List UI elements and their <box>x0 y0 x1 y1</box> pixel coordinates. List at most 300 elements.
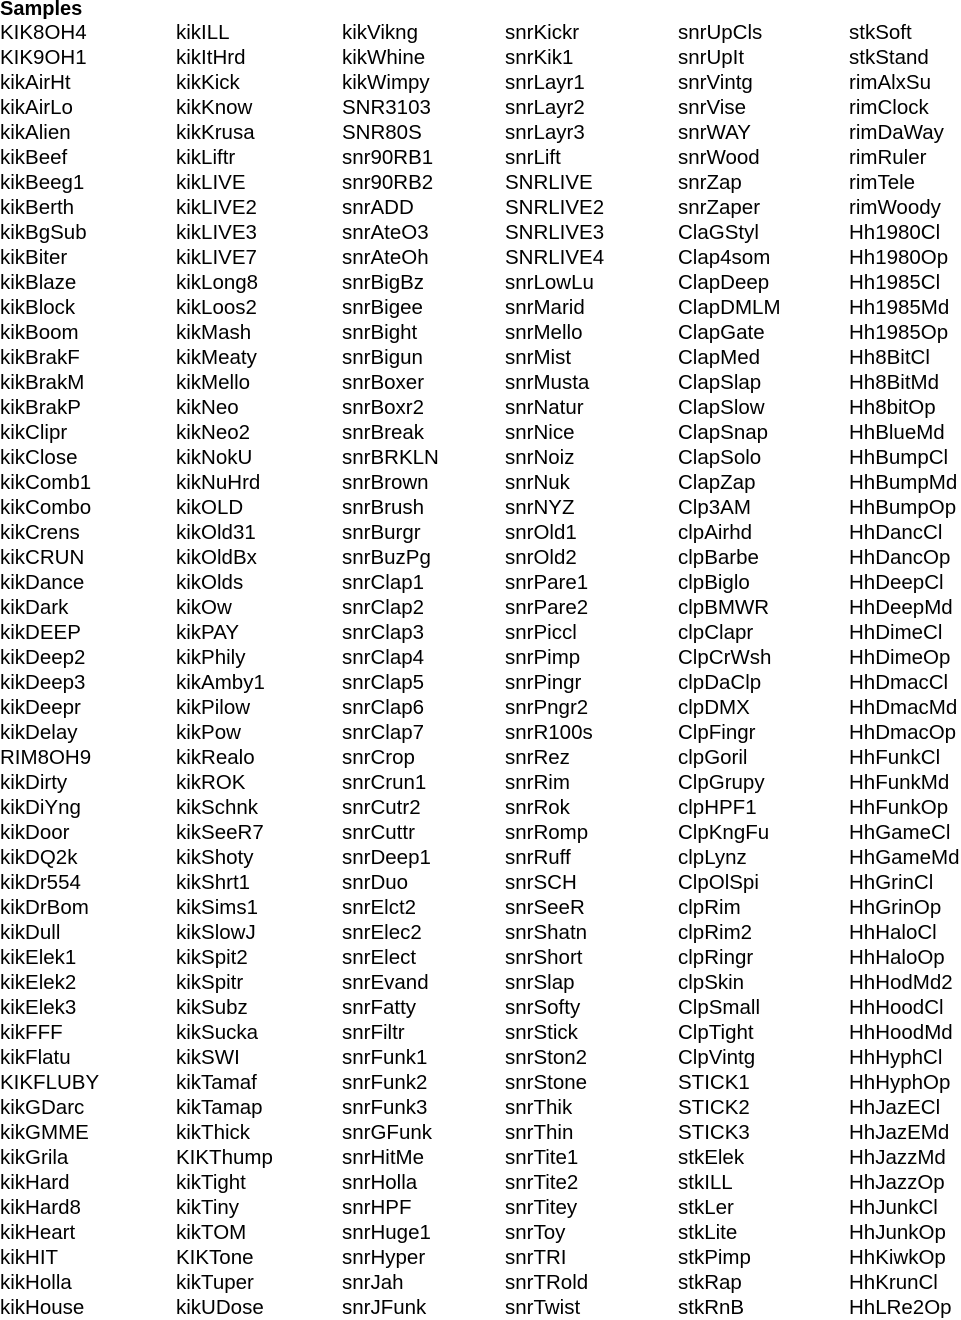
sample-item: HhFunkOp <box>849 796 949 819</box>
sample-column-5 <box>678 20 781 1320</box>
sample-item: snrTRI <box>505 1246 567 1269</box>
sample-item: snrClap4 <box>342 646 425 669</box>
sample-item: kikGMME <box>0 1121 89 1144</box>
sample-item: HhKiwkOp <box>849 1246 946 1269</box>
sample-item: HhJunkCl <box>849 1196 938 1219</box>
sample-item: ClaGStyl <box>678 221 759 244</box>
sample-item: kikDEEP <box>0 621 81 644</box>
sample-item: snrKickr <box>505 21 580 44</box>
sample-item: snrR100s <box>505 721 593 744</box>
sample-item: stkPimp <box>678 1246 751 1269</box>
sample-item: ClpCrWsh <box>678 646 772 669</box>
sample-item: kikFFF <box>0 1021 63 1044</box>
sample-item: snrBuzPg <box>342 546 431 569</box>
sample-item: kikOLD <box>176 496 244 519</box>
sample-item: snrHyper <box>342 1246 426 1269</box>
sample-item: kikBerth <box>0 196 75 219</box>
sample-item: snrRok <box>505 796 570 819</box>
sample-item: snrOld2 <box>505 546 577 569</box>
sample-item: Hh8BitMd <box>849 371 940 394</box>
sample-item: snrNice <box>505 421 575 444</box>
sample-item: kikDance <box>0 571 85 594</box>
sample-item: snrPngr2 <box>505 696 589 719</box>
sample-item: kikSims1 <box>176 896 259 919</box>
sample-item: snrSofty <box>505 996 581 1019</box>
sample-item: kikShoty <box>176 846 254 869</box>
sample-item: clpRingr <box>678 946 754 969</box>
sample-item: clpRim <box>678 896 741 919</box>
sample-item: STICK2 <box>678 1096 750 1119</box>
sample-item: snrHPF <box>342 1196 412 1219</box>
sample-item: kikDelay <box>0 721 78 744</box>
sample-item: kikLIVE <box>176 171 246 194</box>
sample-item: snrShatn <box>505 921 588 944</box>
sample-item: RIM8OH9 <box>0 746 92 769</box>
sample-item: kikNeo2 <box>176 421 251 444</box>
sample-item: Clp3AM <box>678 496 751 519</box>
sample-item: snr90RB2 <box>342 171 434 194</box>
sample-item: snrWAY <box>678 121 751 144</box>
sample-item: rimClock <box>849 96 929 119</box>
sample-item: snrWood <box>678 146 760 169</box>
sample-column-3 <box>342 20 439 1320</box>
sample-item: kikRealo <box>176 746 255 769</box>
sample-item: snrTitey <box>505 1196 578 1219</box>
sample-item: KIKTone <box>176 1246 254 1269</box>
sample-item: ClapMed <box>678 346 761 369</box>
sample-item: kikFlatu <box>0 1046 71 1069</box>
sample-item: kikTight <box>176 1171 246 1194</box>
sample-item: kikHouse <box>0 1296 85 1319</box>
sample-item: clpClapr <box>678 621 754 644</box>
sample-item: kikCombo <box>0 496 92 519</box>
sample-item: clpGoril <box>678 746 748 769</box>
sample-item: clpBarbe <box>678 546 759 569</box>
sample-item: clpDMX <box>678 696 750 719</box>
sample-item: HhLRe2Op <box>849 1296 952 1319</box>
sample-item: snrGFunk <box>342 1121 432 1144</box>
sample-item: ClapSlow <box>678 396 765 419</box>
sample-item: snrBrown <box>342 471 429 494</box>
sample-item: rimRuler <box>849 146 927 169</box>
sample-item: ClpOlSpi <box>678 871 759 894</box>
sample-item: snrFunk2 <box>342 1071 428 1094</box>
sample-item: kikKrusa <box>176 121 255 144</box>
sample-item: HhGameCl <box>849 821 951 844</box>
sample-item: kikKick <box>176 71 240 94</box>
sample-item: kikLIVE3 <box>176 221 257 244</box>
sample-item: HhHoodMd <box>849 1021 953 1044</box>
sample-item: kikNokU <box>176 446 253 469</box>
sample-item: kikSpit2 <box>176 946 248 969</box>
sample-item: snrUpIt <box>678 46 745 69</box>
sample-item: HhJazECl <box>849 1096 941 1119</box>
sample-item: stkRnB <box>678 1296 745 1319</box>
sample-item: snrNoiz <box>505 446 575 469</box>
sample-item: snrNYZ <box>505 496 575 519</box>
sample-item: stkSoft <box>849 21 912 44</box>
sample-item: Hh8BitCl <box>849 346 930 369</box>
sample-item: ClpTight <box>678 1021 754 1044</box>
sample-item: kikOldBx <box>176 546 257 569</box>
sample-item: kikElek3 <box>0 996 77 1019</box>
sample-item: clpSkin <box>678 971 745 994</box>
sample-item: kikVikng <box>342 21 418 44</box>
sample-item: snrClap2 <box>342 596 425 619</box>
sample-item: kikROK <box>176 771 246 794</box>
sample-item: snrClap6 <box>342 696 425 719</box>
sample-item: HhGrinCl <box>849 871 934 894</box>
sample-item: snrRuff <box>505 846 571 869</box>
sample-item: HhKrunCl <box>849 1271 938 1294</box>
sample-item: kikDeepr <box>0 696 81 719</box>
sample-item: ClapDeep <box>678 271 770 294</box>
sample-item: HhHodMd2 <box>849 971 953 994</box>
sample-item: snrBigee <box>342 296 423 319</box>
sample-item: rimTele <box>849 171 916 194</box>
sample-item: kikLiftr <box>176 146 236 169</box>
sample-item: HhHaloOp <box>849 946 945 969</box>
sample-item: STICK1 <box>678 1071 750 1094</box>
sample-item: snrClap1 <box>342 571 425 594</box>
sample-item: snrMusta <box>505 371 590 394</box>
sample-item: snrSton2 <box>505 1046 588 1069</box>
sample-item: kikAlien <box>0 121 71 144</box>
sample-item: snrClap7 <box>342 721 425 744</box>
sample-item: kikClipr <box>0 421 68 444</box>
sample-item: rimDaWay <box>849 121 944 144</box>
sample-item: Clap4som <box>678 246 771 269</box>
sample-item: HhJazzMd <box>849 1146 946 1169</box>
sample-item: snrBurgr <box>342 521 421 544</box>
sample-item: snrFiltr <box>342 1021 405 1044</box>
sample-item: SNRLIVE2 <box>505 196 605 219</box>
sample-item: snrHolla <box>342 1171 418 1194</box>
sample-item: SNRLIVE3 <box>505 221 605 244</box>
sample-item: kikHIT <box>0 1246 59 1269</box>
sample-item: kikHard <box>0 1171 70 1194</box>
sample-item: snrPiccl <box>505 621 577 644</box>
sample-item: kikBeef <box>0 146 68 169</box>
sample-item: KIK8OH4 <box>0 21 87 44</box>
sample-item: kikSlowJ <box>176 921 256 944</box>
sample-item: ClapDMLM <box>678 296 781 319</box>
sample-item: snrOld1 <box>505 521 577 544</box>
sample-item: snrBRKLN <box>342 446 439 469</box>
sample-item: kikAirHt <box>0 71 71 94</box>
sample-item: snrRim <box>505 771 570 794</box>
sample-column-2 <box>176 20 273 1320</box>
sample-item: kikDQ2k <box>0 846 78 869</box>
sample-item: kikBiter <box>0 246 68 269</box>
sample-item: snrJFunk <box>342 1296 427 1319</box>
sample-item: snrElct2 <box>342 896 417 919</box>
sample-item: snrVintg <box>678 71 753 94</box>
sample-item: kikSchnk <box>176 796 259 819</box>
sample-item: snrNatur <box>505 396 584 419</box>
sample-item: snrClap3 <box>342 621 425 644</box>
sample-item: kikBlock <box>0 296 76 319</box>
sample-item: snrThik <box>505 1096 573 1119</box>
sample-item: kikSWI <box>176 1046 240 1069</box>
sample-item: snrThin <box>505 1121 574 1144</box>
sample-item: Hh1985Md <box>849 296 950 319</box>
sample-item: kikMello <box>176 371 251 394</box>
sample-item: snrLayr1 <box>505 71 585 94</box>
sample-item: snrSCH <box>505 871 577 894</box>
sample-item: kikDirty <box>0 771 68 794</box>
sample-item: kikTamaf <box>176 1071 257 1094</box>
sample-item: snrKik1 <box>505 46 574 69</box>
sample-item: clpBMWR <box>678 596 770 619</box>
sample-item: HhJazEMd <box>849 1121 950 1144</box>
sample-item: ClapSnap <box>678 421 769 444</box>
sample-item: kikLong8 <box>176 271 259 294</box>
sample-item: snrPare2 <box>505 596 589 619</box>
sample-item: kikKnow <box>176 96 253 119</box>
sample-item: kikOld31 <box>176 521 256 544</box>
sample-item: snrStick <box>505 1021 578 1044</box>
sample-item: snrZaper <box>678 196 761 219</box>
sample-item: KIKThump <box>176 1146 273 1169</box>
sample-item: kikAmby1 <box>176 671 265 694</box>
sample-item: snrVise <box>678 96 746 119</box>
sample-item: SNRLIVE4 <box>505 246 605 269</box>
sample-item: HhDmacMd <box>849 696 958 719</box>
sample-item: ClapZap <box>678 471 756 494</box>
sample-item: snrCutr2 <box>342 796 421 819</box>
sample-item: SNRLIVE <box>505 171 593 194</box>
sample-item: snrClap5 <box>342 671 425 694</box>
sample-item: snr90RB1 <box>342 146 434 169</box>
sample-item: kikCrens <box>0 521 80 544</box>
sample-item: snrRomp <box>505 821 589 844</box>
sample-column-4 <box>505 20 604 1320</box>
sample-item: snrTwist <box>505 1296 581 1319</box>
sample-item: kikBrakM <box>0 371 85 394</box>
sample-item: Hh1980Cl <box>849 221 941 244</box>
sample-item: kikSucka <box>176 1021 259 1044</box>
sample-item: Hh1985Cl <box>849 271 941 294</box>
sample-column-1 <box>0 20 99 1320</box>
page-title: Samples <box>0 0 83 20</box>
sample-item: kikBeeg1 <box>0 171 85 194</box>
sample-item: snrLayr3 <box>505 121 585 144</box>
sample-item: kikGDarc <box>0 1096 85 1119</box>
sample-item: kikNeo <box>176 396 239 419</box>
sample-item: kikOw <box>176 596 232 619</box>
sample-item: kikILL <box>176 21 230 44</box>
sample-item: kikDeep3 <box>0 671 86 694</box>
sample-item: HhFunkCl <box>849 746 941 769</box>
sample-item: snrBreak <box>342 421 425 444</box>
sample-item: snrPare1 <box>505 571 589 594</box>
sample-item: kikDull <box>0 921 61 944</box>
sample-item: kikElek2 <box>0 971 77 994</box>
sample-item: kikOlds <box>176 571 244 594</box>
sample-item: snrDuo <box>342 871 409 894</box>
sample-item: ClpVintg <box>678 1046 756 1069</box>
sample-item: kikDeep2 <box>0 646 86 669</box>
sample-item: clpBiglo <box>678 571 750 594</box>
sample-item: kikSubz <box>176 996 248 1019</box>
sample-item: snrBigun <box>342 346 423 369</box>
sample-item: snrBigBz <box>342 271 425 294</box>
sample-item: kikTiny <box>176 1196 240 1219</box>
sample-item: kikComb1 <box>0 471 92 494</box>
sample-item: kikItHrd <box>176 46 246 69</box>
sample-item: stkILL <box>678 1171 733 1194</box>
sample-item: HhHyphOp <box>849 1071 951 1094</box>
sample-item: HhHoodCl <box>849 996 944 1019</box>
sample-item: kikDiYng <box>0 796 81 819</box>
sample-item: HhBumpCl <box>849 446 949 469</box>
sample-item: snrPingr <box>505 671 582 694</box>
sample-item: KIKFLUBY <box>0 1071 100 1094</box>
sample-item: snrHuge1 <box>342 1221 431 1244</box>
sample-item: clpHPF1 <box>678 796 757 819</box>
sample-item: snrBoxer <box>342 371 425 394</box>
sample-item: snrADD <box>342 196 414 219</box>
sample-item: kikBoom <box>0 321 79 344</box>
sample-item: kikGrila <box>0 1146 69 1169</box>
sample-item: kikShrt1 <box>176 871 251 894</box>
sample-item: snrAteOh <box>342 246 429 269</box>
sample-item: snrBight <box>342 321 418 344</box>
sample-item: kikTOM <box>176 1221 247 1244</box>
sample-item: HhDimeCl <box>849 621 943 644</box>
sample-item: snrEvand <box>342 971 429 994</box>
sample-item: Hh8bitOp <box>849 396 936 419</box>
sample-item: Hh1985Op <box>849 321 949 344</box>
sample-item: ClpSmall <box>678 996 761 1019</box>
sample-item: snrTite2 <box>505 1171 579 1194</box>
sample-item: HhFunkMd <box>849 771 950 794</box>
sample-item: kikBlaze <box>0 271 77 294</box>
sample-item: snrTite1 <box>505 1146 579 1169</box>
sample-item: kikHolla <box>0 1271 72 1294</box>
sample-item: kikDark <box>0 596 69 619</box>
sample-item: snrSeeR <box>505 896 585 919</box>
sample-item: HhDeepMd <box>849 596 953 619</box>
sample-item: kikElek1 <box>0 946 77 969</box>
sample-item: kikCRUN <box>0 546 85 569</box>
sample-item: kikPilow <box>176 696 251 719</box>
sample-item: kikHeart <box>0 1221 76 1244</box>
sample-item: HhGameMd <box>849 846 960 869</box>
sample-item: STICK3 <box>678 1121 750 1144</box>
sample-item: kikWimpy <box>342 71 430 94</box>
sample-item: clpLynz <box>678 846 747 869</box>
sample-item: kikAirLo <box>0 96 73 119</box>
sample-item: KIK9OH1 <box>0 46 87 69</box>
sample-item: snrMarid <box>505 296 585 319</box>
sample-item: kikHard8 <box>0 1196 81 1219</box>
sample-item: snrBoxr2 <box>342 396 425 419</box>
sample-item: SNR80S <box>342 121 422 144</box>
sample-item: kikLIVE2 <box>176 196 257 219</box>
sample-item: kikSeeR7 <box>176 821 264 844</box>
sample-item: Hh1980Op <box>849 246 949 269</box>
sample-item: snrNuk <box>505 471 570 494</box>
sample-item: snrShort <box>505 946 583 969</box>
sample-item: ClpGrupy <box>678 771 765 794</box>
sample-item: kikUDose <box>176 1296 264 1319</box>
sample-item: kikLIVE7 <box>176 246 257 269</box>
sample-item: snrStone <box>505 1071 588 1094</box>
sample-item: kikBrakF <box>0 346 80 369</box>
sample-item: snrFunk1 <box>342 1046 428 1069</box>
sample-item: kikBgSub <box>0 221 87 244</box>
sample-item: kikWhine <box>342 46 426 69</box>
sample-item: HhBlueMd <box>849 421 945 444</box>
sample-item: kikDrBom <box>0 896 89 919</box>
sample-item: HhBumpOp <box>849 496 957 519</box>
sample-item: HhDancOp <box>849 546 951 569</box>
sample-item: HhDmacCl <box>849 671 949 694</box>
sample-item: snrLayr2 <box>505 96 585 119</box>
sample-item: snrFunk3 <box>342 1096 428 1119</box>
sample-item: snrCrop <box>342 746 415 769</box>
sample-item: snrPimp <box>505 646 581 669</box>
sample-item: snrLift <box>505 146 561 169</box>
sample-item: snrUpCls <box>678 21 763 44</box>
sample-item: kikLoos2 <box>176 296 257 319</box>
sample-item: ClpKngFu <box>678 821 770 844</box>
sample-item: snrJah <box>342 1271 404 1294</box>
sample-item: clpAirhd <box>678 521 753 544</box>
sample-item: kikDoor <box>0 821 70 844</box>
sample-item: HhDancCl <box>849 521 943 544</box>
sample-item: kikSpitr <box>176 971 244 994</box>
sample-item: ClapSlap <box>678 371 762 394</box>
sample-item: snrSlap <box>505 971 575 994</box>
sample-item: snrBrush <box>342 496 425 519</box>
sample-item: kikPAY <box>176 621 240 644</box>
sample-item: HhDimeOp <box>849 646 951 669</box>
sample-item: kikPow <box>176 721 241 744</box>
sample-item: kikClose <box>0 446 78 469</box>
sample-item: snrRez <box>505 746 570 769</box>
sample-column-6 <box>849 20 960 1320</box>
sample-item: stkElek <box>678 1146 745 1169</box>
sample-item: kikMeaty <box>176 346 257 369</box>
sample-item: ClapSolo <box>678 446 762 469</box>
sample-item: kikTamap <box>176 1096 263 1119</box>
sample-item: kikNuHrd <box>176 471 261 494</box>
sample-item: HhJunkOp <box>849 1221 946 1244</box>
sample-item: SNR3103 <box>342 96 431 119</box>
sample-item: HhDeepCl <box>849 571 944 594</box>
sample-item: snrDeep1 <box>342 846 431 869</box>
sample-item: snrAteO3 <box>342 221 429 244</box>
sample-item: snrMist <box>505 346 572 369</box>
sample-item: stkRap <box>678 1271 742 1294</box>
sample-item: stkLer <box>678 1196 734 1219</box>
sample-item: snrHitMe <box>342 1146 425 1169</box>
sample-item: snrToy <box>505 1221 566 1244</box>
sample-item: snrZap <box>678 171 742 194</box>
sample-item: kikDr554 <box>0 871 81 894</box>
sample-item: snrCuttr <box>342 821 415 844</box>
sample-item: snrMello <box>505 321 583 344</box>
sample-item: kikBrakP <box>0 396 81 419</box>
sample-item: HhHyphCl <box>849 1046 943 1069</box>
sample-item: snrLowLu <box>505 271 594 294</box>
sample-item: snrTRold <box>505 1271 589 1294</box>
sample-item: kikTuper <box>176 1271 254 1294</box>
sample-item: stkLite <box>678 1221 738 1244</box>
